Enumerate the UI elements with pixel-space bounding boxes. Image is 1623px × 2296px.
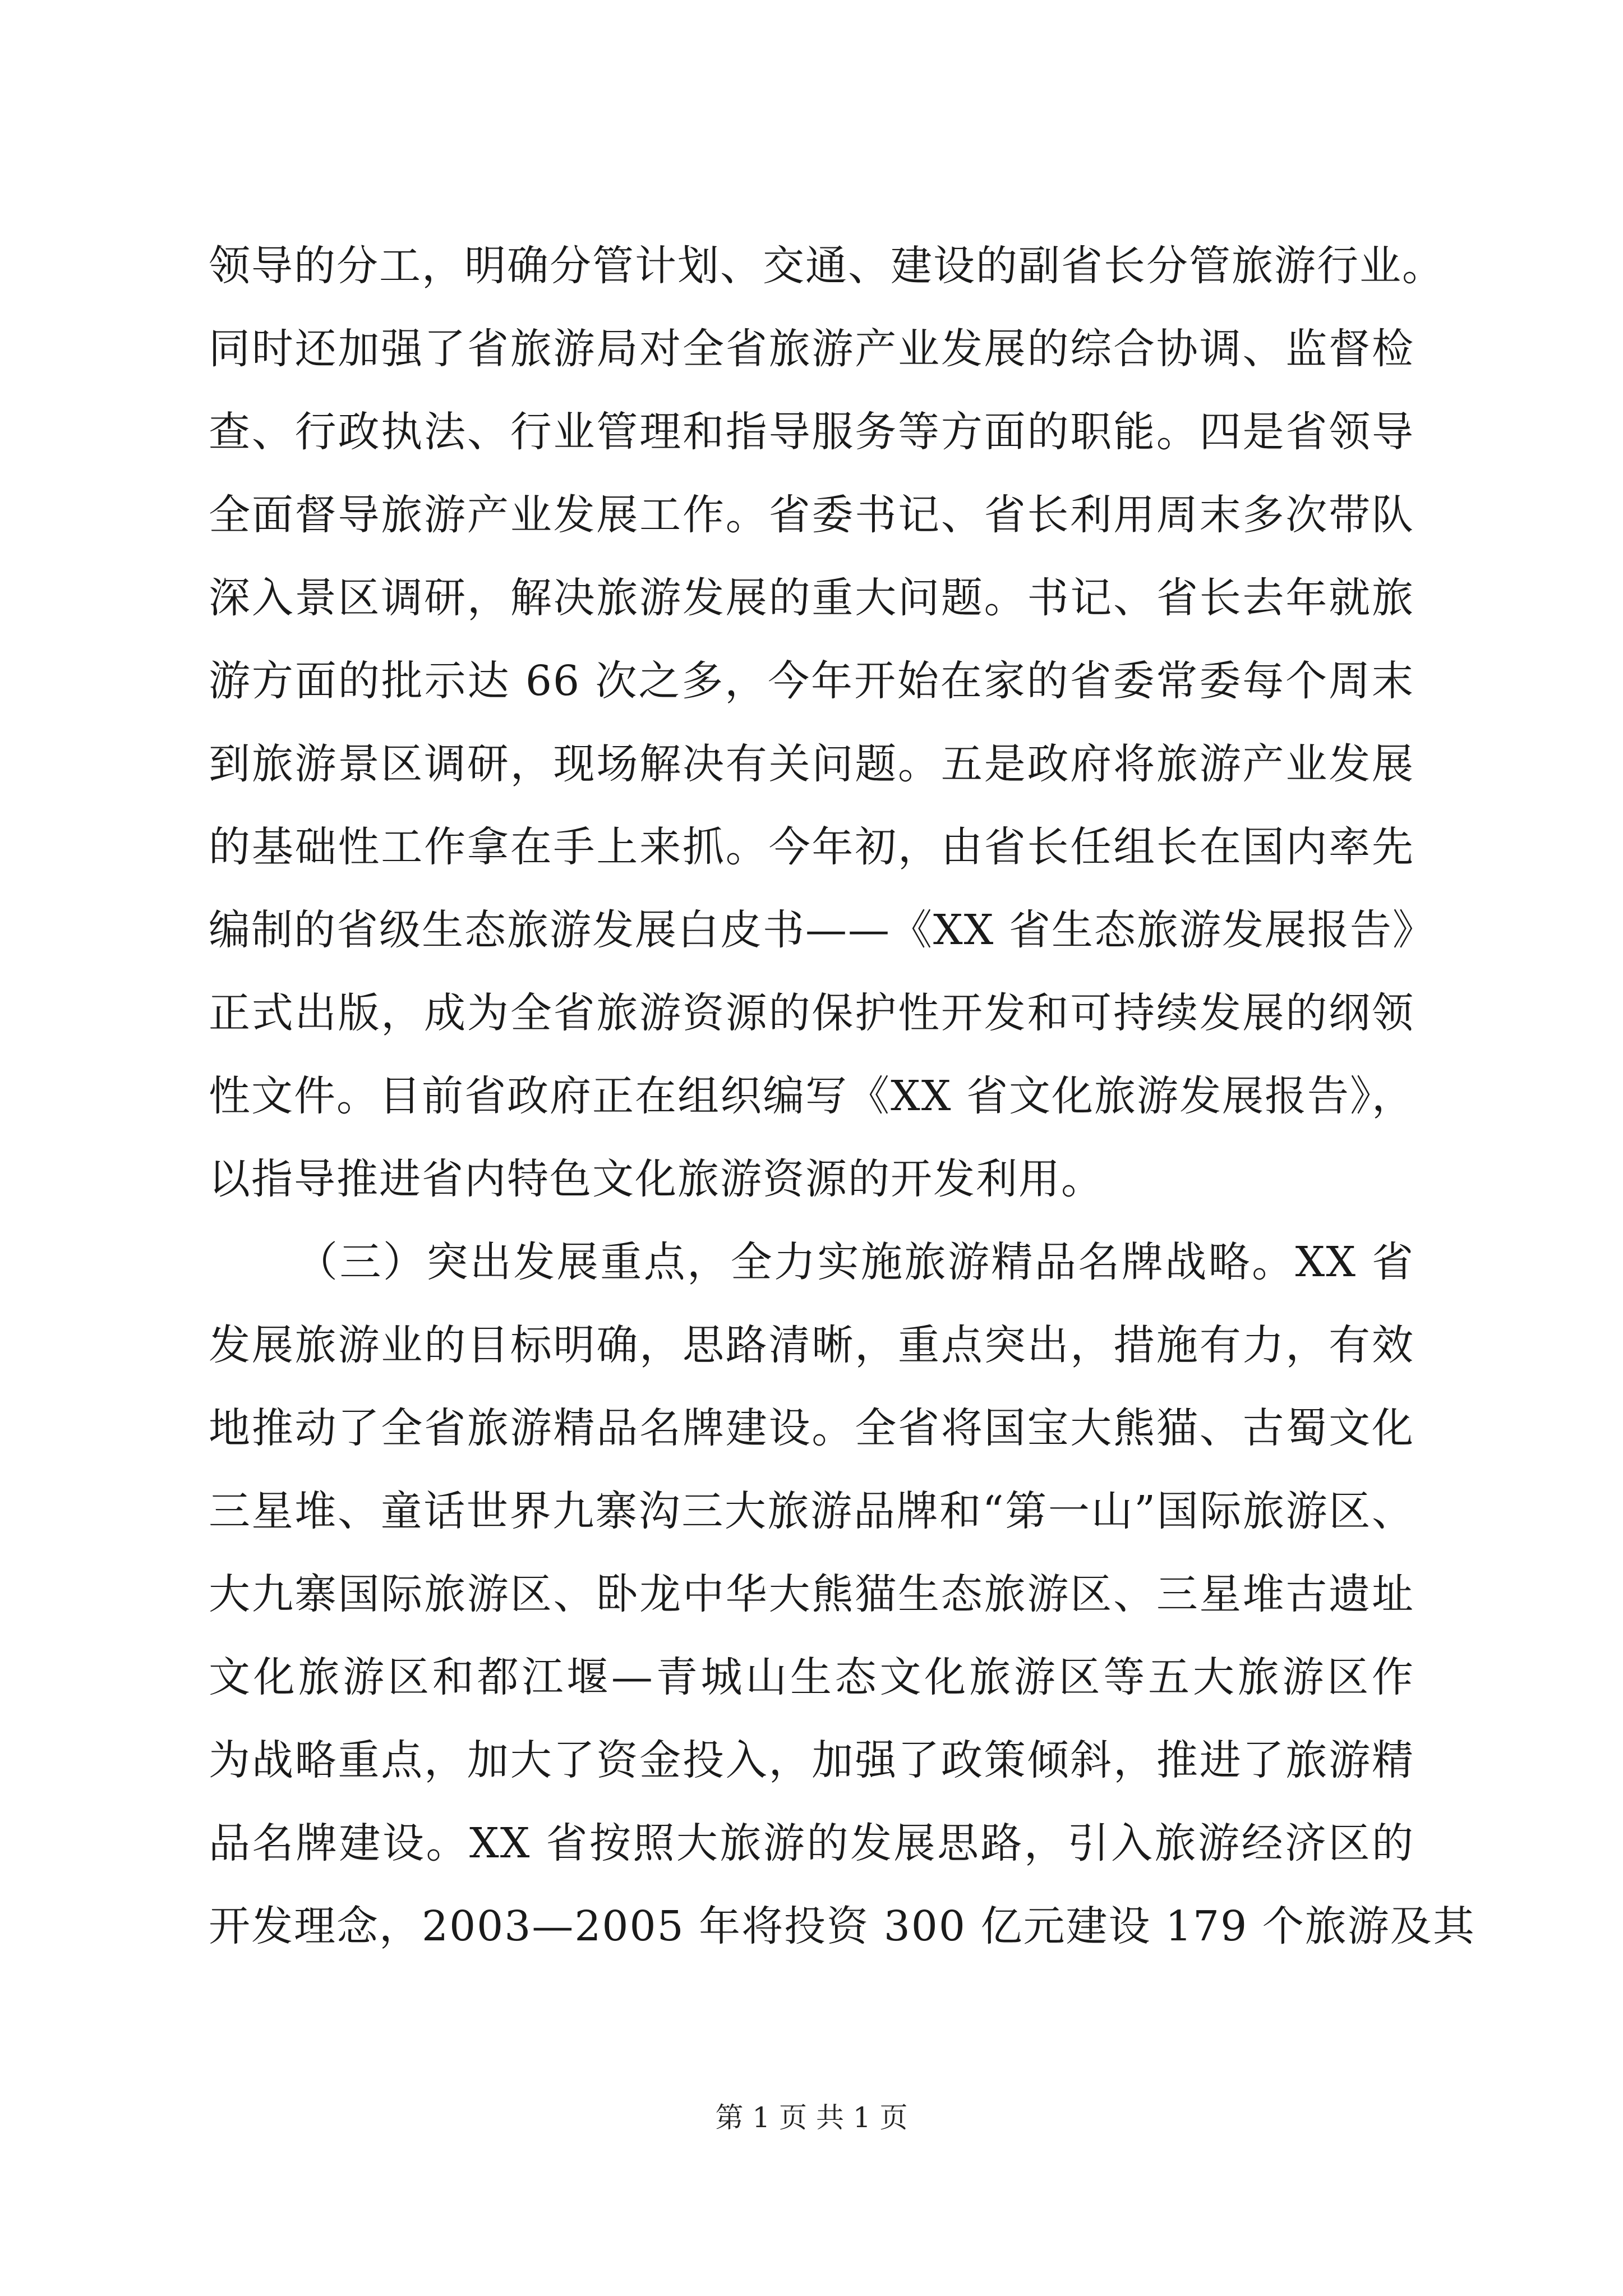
- page-footer: 第 1 页 共 1 页: [715, 2101, 908, 2134]
- text-line: 查、行政执法、行业管理和指导服务等方面的职能。四是省领导: [209, 408, 1414, 456]
- text-line: 到旅游景区调研，现场解决有关问题。五是政府将旅游产业发展: [209, 740, 1414, 788]
- text-line: 游方面的批示达 66 次之多，今年开始在家的省委常委每个周末: [209, 657, 1414, 705]
- text-line: 同时还加强了省旅游局对全省旅游产业发展的综合协调、监督检: [209, 325, 1414, 373]
- text-line: 地推动了全省旅游精品名牌建设。全省将国宝大熊猫、古蜀文化: [209, 1404, 1414, 1452]
- text-line: 性文件。目前省政府正在组织编写《XX 省文化旅游发展报告》，: [209, 1072, 1414, 1120]
- text-line: 发展旅游业的目标明确，思路清晰，重点突出，措施有力，有效: [209, 1321, 1414, 1369]
- text-line: 全面督导旅游产业发展工作。省委书记、省长利用周末多次带队: [209, 491, 1414, 539]
- text-line: 大九寨国际旅游区、卧龙中华大熊猫生态旅游区、三星堆古遗址: [209, 1570, 1414, 1618]
- text-line: 品名牌建设。XX 省按照大旅游的发展思路，引入旅游经济区的: [209, 1819, 1414, 1867]
- body-text: [209, 224, 1476, 1968]
- text-line: 为战略重点，加大了资金投入，加强了政策倾斜，推进了旅游精: [209, 1736, 1414, 1784]
- text-line: 领导的分工，明确分管计划、交通、建设的副省长分管旅游行业。: [209, 242, 1445, 290]
- text-line: 开发理念，2003—2005 年将投资 300 亿元建设 179 个旅游及其: [209, 1902, 1476, 1950]
- section-heading-line: （三）突出发展重点，全力实施旅游精品名牌战略。XX 省: [296, 1238, 1414, 1286]
- text-line-paragraph-end: 以指导推进省内特色文化旅游资源的开发利用。: [209, 1155, 1104, 1203]
- text-line: 的基础性工作拿在手上来抓。今年初，由省长任组长在国内率先: [209, 823, 1414, 871]
- text-line: 文化旅游区和都江堰—青城山生态文化旅游区等五大旅游区作: [209, 1653, 1414, 1701]
- text-line: 编制的省级生态旅游发展白皮书——《XX 省生态旅游发展报告》: [209, 906, 1435, 954]
- text-line: 三星堆、童话世界九寨沟三大旅游品牌和“第一山”国际旅游区、: [209, 1487, 1414, 1535]
- text-line: 正式出版，成为全省旅游资源的保护性开发和可持续发展的纲领: [209, 989, 1414, 1037]
- text-line: 深入景区调研，解决旅游发展的重大问题。书记、省长去年就旅: [209, 574, 1414, 622]
